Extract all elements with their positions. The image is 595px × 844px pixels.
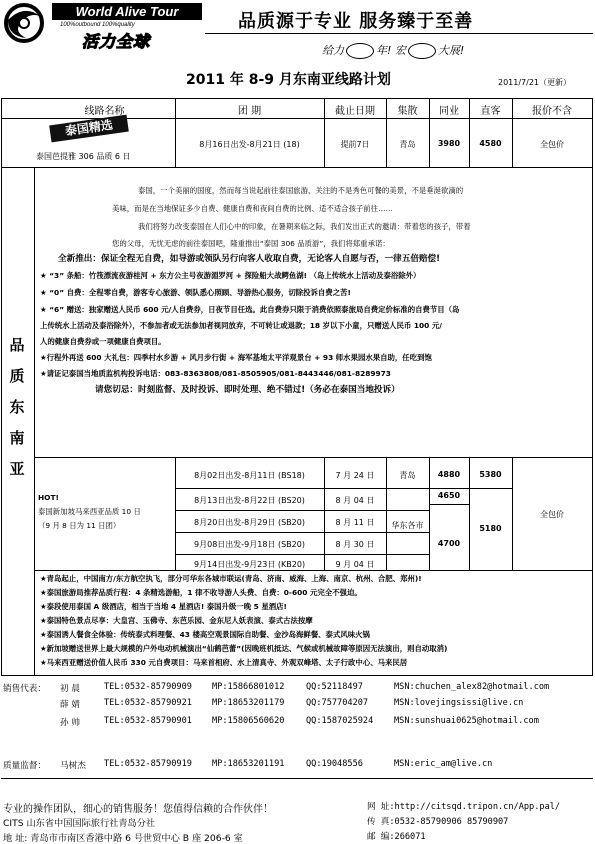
contact-qq: QQ:757704207 xyxy=(306,698,369,708)
divider xyxy=(175,488,429,489)
trade-price: 4700 xyxy=(437,539,461,548)
departure-dates: 9月08日出发-9月18日 (SB20) xyxy=(194,540,305,549)
reminder: 请您切忌：时刻监督、及时投诉、即时处理、绝不错过!（务必在泰国当地投诉） xyxy=(95,385,400,395)
brand-name-cn: 活力全球 xyxy=(82,32,151,51)
section-label-char: 质 xyxy=(9,367,25,385)
contact-mobile: MP:18653201179 xyxy=(212,698,285,708)
route-name: 泰国芭提雅 306 品质 6 日 xyxy=(36,152,131,161)
intro-line: 您的父母，无忧无虑的前往泰国吧，隆重推出“泰国 306 品质游”，我们将郑重承诺： xyxy=(112,239,390,248)
slogan: 品质源于专业 服务臻于至善 xyxy=(238,11,474,32)
swirl-logo-icon xyxy=(2,2,46,44)
brand-tagline: 100%outbound 100%quality xyxy=(60,22,135,28)
promise-statement: 全新推出：保证全程无自费，如导游或领队另行向客人收取自费，无论客人自愿与否，一律五倍赔偿! xyxy=(58,254,441,264)
price-exclusions: 全包价 xyxy=(540,510,564,519)
contact-mobile: MP:15866801012 xyxy=(212,682,285,692)
section-label-char: 南 xyxy=(9,429,25,447)
col-header-excluded: 报价不含 xyxy=(532,106,572,117)
promo-stamp: 泰国精选 xyxy=(49,115,129,143)
contact-msn[interactable]: MSN:sunshuai0625@hotmail.com xyxy=(394,716,539,726)
section-label-char: 亚 xyxy=(9,460,25,478)
slogan-part-c: 大展! xyxy=(437,44,465,57)
hub-city: 华东各市 xyxy=(391,521,424,530)
slogan-part-a: 给力 xyxy=(322,44,344,57)
sales-label: 销售代表： xyxy=(3,684,46,694)
contact-tel: TEL:0532-85790909 xyxy=(104,682,192,692)
note-line: ★泰段使用泰国 A 级酒店，相当于当地 4 星酒店! 泰国升级一晚 5 星酒店! xyxy=(40,602,287,611)
feature-line: 人的健康自费券或一项健康自费项目。 xyxy=(40,337,166,346)
fax: 传 真:0532-85790906 85790907 xyxy=(367,817,509,827)
trade-price: 4880 xyxy=(437,470,461,479)
footer-divider xyxy=(1,778,593,779)
hub-city: 青岛 xyxy=(399,471,416,480)
website[interactable]: 网 址:http://citsqd.tripon.cn/App.pal/ xyxy=(367,802,561,812)
divider xyxy=(34,167,35,676)
company-name: CITS 山东省中国国际旅行社青岛分社 xyxy=(3,818,156,829)
hot-badge: HOT! xyxy=(38,493,59,502)
departure-dates: 8月20日出发-8月29日 (SB20) xyxy=(194,518,305,527)
col-header-route: 线路名称 xyxy=(84,106,125,117)
contact-tel: TEL:0532-85790919 xyxy=(104,759,192,769)
route-name: 泰国新加坡马来西亚品质 10 日 xyxy=(38,507,141,516)
footer-motto: 专业的操作团队，细心的销售服务！您值得信赖的合作伙伴！ xyxy=(3,804,273,815)
intro-line: 我们将努力改变泰国在人们心中的印象，在暑期来临之际，我们发出正式的邀请：带着您的孩子，带着 xyxy=(138,222,471,231)
departure-dates: 8月13日出发-8月22日 (BS20) xyxy=(194,496,305,505)
brand-name-en: World Alive Tour xyxy=(52,3,202,20)
contact-name: 薛 婧 xyxy=(60,700,80,710)
deadline: 7 月 24 日 xyxy=(335,471,375,480)
direct-price: 5180 xyxy=(479,524,502,533)
contact-qq: QQ:19048556 xyxy=(306,759,363,769)
feature-line: ★ “6” 赠送：独家赠送人民币 600 元/人自费券，日夜节目任选。此自费券只限于消费依照泰旅局自费定价标准的自费节目（岛 xyxy=(40,305,460,314)
contact-mobile: MP:18653201191 xyxy=(212,759,285,769)
contact-msn[interactable]: MSN:eric_am@live.cn xyxy=(394,759,493,769)
divider xyxy=(175,532,429,533)
rabbit-face-icon xyxy=(408,43,436,59)
contact-msn[interactable]: MSN:lovejingsissi@live.cn xyxy=(394,698,524,708)
contact-mobile: MP:15806560620 xyxy=(212,716,285,726)
direct-price: 4580 xyxy=(479,139,502,148)
page-title: 2011 年 8-9 月东南亚线路计划 xyxy=(186,72,391,88)
departure-dates: 8月16日出发-8月21日 (18) xyxy=(199,140,300,149)
contact-tel: TEL:0532-85790921 xyxy=(104,698,192,708)
feature-line: ★ “3” 条船：竹筏漂流夜游桂河 + 东方公主号夜游湄罗河 + 探险船大战鳄鱼湖! （岛上传统水上活动及泰浴除外） xyxy=(40,271,421,280)
section-label xyxy=(2,330,32,485)
note-line: ★泰国旅游局推荐品质行程：4 条精选游船，1 律不收导游人头费、自费：0-600 元完全不强迫。 xyxy=(40,588,362,597)
zip-code: 邮 编:266071 xyxy=(367,832,426,842)
trade-price: 3980 xyxy=(437,139,461,148)
section-label-char: 东 xyxy=(9,398,25,416)
section-label-char: 品 xyxy=(9,336,25,354)
slogan-secondary xyxy=(322,42,464,59)
note-line: ★新加坡赠送世界上最大规模的户外电动机械演出“仙鹤芭蕾”(因晚班机抵达、气候或机械故障等原因无法演出，则自动取消) xyxy=(40,644,448,653)
note-line: ★泰国特色景点尽享：大皇宫、玉佛寺、东芭乐园、金东尼人妖表演、泰式古法按摩 xyxy=(40,616,313,625)
feature-line: 上传统水上活动及泰浴除外），不参加者或无法参加者视同放弃，不可转让或退款；18 岁以下小童，只赠送人民币 100 元/ xyxy=(40,321,442,330)
col-header-direct-price: 直客 xyxy=(480,106,501,117)
price-exclusions: 全包价 xyxy=(540,140,564,149)
intro-line: 泰国，一个美丽的国度，然而每当说起前往泰国旅游，关注的不是秀色可餐的美景，不是垂涎欲滴的 xyxy=(138,186,464,195)
contact-qq: QQ:1587025924 xyxy=(306,716,374,726)
contact-qq: QQ:52118497 xyxy=(306,682,363,692)
feature-line: ★行程外再送 600 大礼包：四季村水乡游 + 风月步行街 + 海军基地太平洋观景台 + 93 师水果园水果自助，任吃到饱 xyxy=(40,353,432,362)
divider xyxy=(34,570,593,571)
col-header-trade-price: 同业 xyxy=(439,106,459,117)
note-line: ★青岛起止，中国南方/东方航空执飞，部分可华东各城市联运(青岛、济南、威海、上海、南京、杭州、合肥、郑州)! xyxy=(40,574,422,583)
divider xyxy=(1,167,593,168)
slogan-part-b: 年! 宏 xyxy=(376,44,406,57)
divider xyxy=(34,457,593,458)
divider xyxy=(429,488,512,489)
intro-line: 美味，而是在当地保证多少自费、健康自费和夜间自费的比例、适不适合孩子前往…… xyxy=(112,204,393,213)
col-header-dates: 团 期 xyxy=(237,106,262,117)
hub-city: 青岛 xyxy=(399,140,416,149)
header-divider xyxy=(205,33,593,34)
contact-name: 马树杰 xyxy=(60,761,86,771)
note-line: ★马来西亚赠送价值人民币 330 元自费项目：马来首相府、水上清真寺、外观双峰塔、太子行政中心、马来民居 xyxy=(40,658,408,667)
col-header-deadline: 截止日期 xyxy=(335,106,375,117)
divider xyxy=(175,510,429,511)
trade-price: 4650 xyxy=(437,491,461,500)
note-line: ★泰国诱人餐食全体验：传统泰式料理餐、43 楼高空观景国际自助餐、金沙岛海鲜餐、泰式风味火锅 xyxy=(40,630,370,639)
contact-tel: TEL:0532-85790901 xyxy=(104,716,192,726)
rabbit-face-icon xyxy=(346,43,374,59)
feature-line: ★ “0” 自费：全程零自费，游客专心旅游、领队悉心照顾、导游热心服务，切除投诉自费之苦! xyxy=(40,288,351,297)
deadline: 9 月 04 日 xyxy=(335,560,375,569)
col-header-hub: 集散 xyxy=(397,106,418,117)
departure-dates: 8月02日出发-8月11日 (BS18) xyxy=(194,471,305,480)
divider xyxy=(175,554,429,555)
qc-label: 质量监督： xyxy=(3,761,46,771)
divider xyxy=(429,504,469,505)
feature-line: ★请证记泰国当地质监机构投诉电话：083-8363808/081-8505905/081-8443446/081-8289973 xyxy=(40,369,391,378)
route-note: （9 月 8 日为 11 日团） xyxy=(38,521,121,530)
contact-msn[interactable]: MSN:chuchen_alex82@hotmail.com xyxy=(394,682,550,692)
deadline: 8 月 04 日 xyxy=(335,496,375,505)
update-date: 2011/7/21（更新） xyxy=(498,78,572,87)
departure-dates: 9月14日出发-9月23日 (KB20) xyxy=(193,560,306,569)
contact-name: 孙 帅 xyxy=(60,718,80,728)
deadline: 提前7日 xyxy=(340,140,370,149)
direct-price: 5380 xyxy=(479,470,502,479)
deadline: 8 月 11 日 xyxy=(335,518,375,527)
contact-name: 初 晨 xyxy=(60,684,80,694)
deadline: 8 月 30 日 xyxy=(335,540,375,549)
address: 地 址: 青岛市市南区香港中路 6 号世贸中心 B 座 206-6 室 xyxy=(3,833,243,844)
